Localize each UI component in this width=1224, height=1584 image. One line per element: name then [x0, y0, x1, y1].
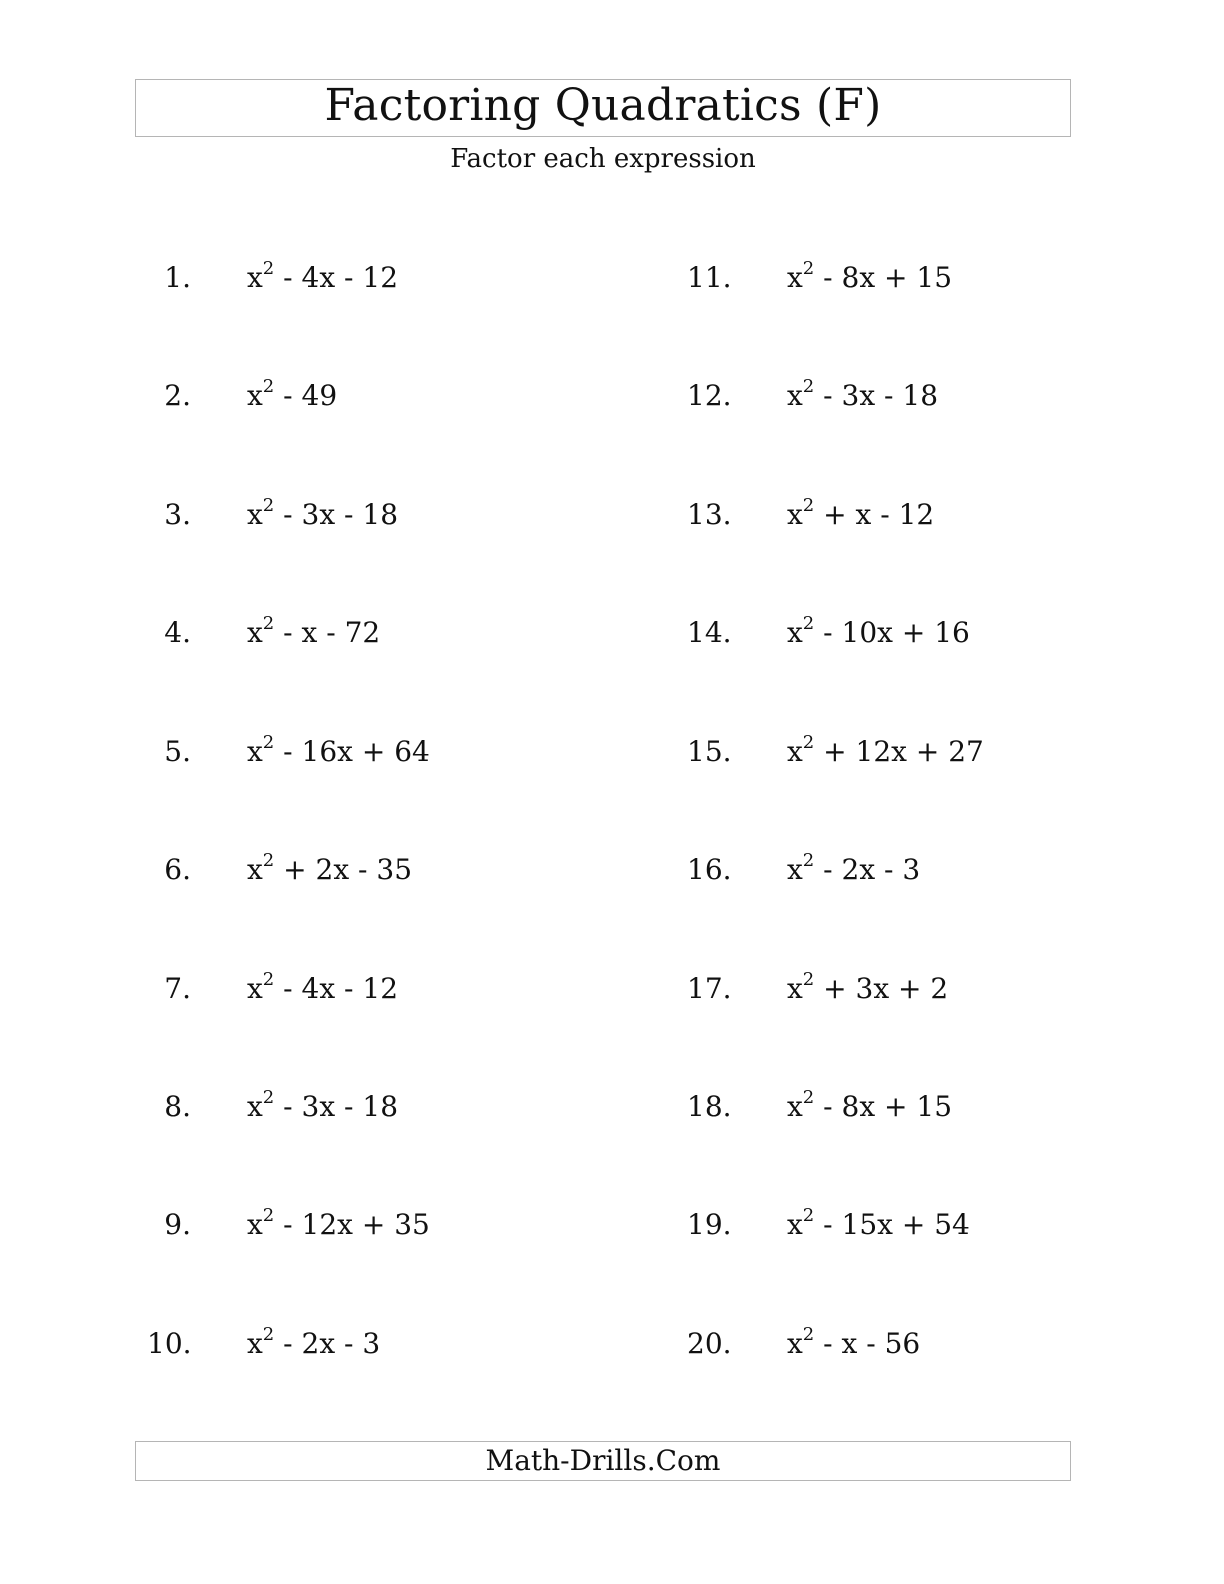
expression-terms: - 3x - 18 [274, 1090, 399, 1123]
problem-expression [787, 732, 984, 772]
title-box [135, 79, 1071, 137]
expression-terms: + x - 12 [814, 498, 935, 531]
expression-variable: x [247, 1090, 263, 1123]
footer-text: Math-Drills.Com [485, 1444, 721, 1477]
problem-expression [247, 495, 398, 535]
problem-expression [787, 1324, 920, 1364]
expression-variable: x [247, 735, 263, 768]
expression-variable: x [247, 379, 263, 412]
expression-exponent: 2 [802, 1204, 815, 1226]
expression-variable: x [787, 1090, 803, 1123]
expression-variable: x [247, 1327, 263, 1360]
expression-exponent: 2 [262, 849, 275, 871]
expression-variable: x [787, 379, 803, 412]
expression-terms: - 10x + 16 [814, 616, 970, 649]
problem-number: 15. [687, 735, 732, 768]
expression-variable: x [247, 498, 263, 531]
expression-variable: x [787, 1208, 803, 1241]
expression-terms: - 4x - 12 [274, 972, 399, 1005]
expression-exponent: 2 [262, 1323, 275, 1345]
expression-variable: x [247, 972, 263, 1005]
page-title: Factoring Quadratics (F) [324, 80, 882, 131]
problem-number: 8. [164, 1090, 191, 1123]
expression-terms: - x - 72 [274, 616, 381, 649]
problem-number: 20. [687, 1327, 732, 1360]
expression-variable: x [247, 1208, 263, 1241]
expression-exponent: 2 [802, 375, 815, 397]
problem-expression [787, 969, 948, 1009]
expression-terms: + 12x + 27 [814, 735, 984, 768]
problem-expression [787, 376, 938, 416]
problem-number: 14. [687, 616, 732, 649]
expression-variable: x [247, 853, 263, 886]
expression-variable: x [787, 972, 803, 1005]
problem-number: 6. [164, 853, 191, 886]
problem-number: 16. [687, 853, 732, 886]
footer-box [135, 1441, 1071, 1481]
expression-terms: - x - 56 [814, 1327, 921, 1360]
expression-exponent: 2 [262, 375, 275, 397]
expression-terms: - 16x + 64 [274, 735, 430, 768]
problem-expression [247, 613, 380, 653]
problem-expression [787, 613, 970, 653]
expression-exponent: 2 [802, 968, 815, 990]
problem-number: 19. [687, 1208, 732, 1241]
expression-terms: - 3x - 18 [274, 498, 399, 531]
problem-number: 4. [164, 616, 191, 649]
problem-number: 3. [164, 498, 191, 531]
expression-exponent: 2 [802, 494, 815, 516]
expression-terms: + 2x - 35 [274, 853, 413, 886]
problem-expression [787, 1087, 952, 1127]
expression-exponent: 2 [802, 731, 815, 753]
expression-variable: x [787, 498, 803, 531]
instructions: Factor each expression [450, 144, 756, 174]
problem-expression [787, 850, 920, 890]
expression-exponent: 2 [262, 257, 275, 279]
expression-terms: - 49 [274, 379, 338, 412]
problem-expression [787, 495, 934, 535]
problem-number: 9. [164, 1208, 191, 1241]
expression-variable: x [787, 261, 803, 294]
problem-expression [247, 969, 398, 1009]
expression-exponent: 2 [262, 731, 275, 753]
problem-number: 11. [687, 261, 732, 294]
expression-exponent: 2 [262, 968, 275, 990]
expression-variable: x [247, 261, 263, 294]
problem-number: 5. [164, 735, 191, 768]
expression-exponent: 2 [802, 1086, 815, 1108]
expression-terms: + 3x + 2 [814, 972, 949, 1005]
problem-number: 12. [687, 379, 732, 412]
expression-exponent: 2 [262, 612, 275, 634]
problem-number: 13. [687, 498, 732, 531]
expression-variable: x [787, 616, 803, 649]
expression-exponent: 2 [802, 257, 815, 279]
problem-expression [247, 850, 412, 890]
problem-expression [247, 1324, 380, 1364]
problem-number: 2. [164, 379, 191, 412]
problem-expression [787, 258, 952, 298]
expression-terms: - 2x - 3 [274, 1327, 381, 1360]
problem-expression [247, 376, 337, 416]
expression-terms: - 8x + 15 [814, 261, 953, 294]
problem-number: 1. [164, 261, 191, 294]
problem-expression [247, 1087, 398, 1127]
expression-terms: - 3x - 18 [814, 379, 939, 412]
problem-expression [247, 732, 430, 772]
expression-exponent: 2 [262, 1204, 275, 1226]
expression-variable: x [787, 853, 803, 886]
expression-variable: x [787, 1327, 803, 1360]
expression-terms: - 8x + 15 [814, 1090, 953, 1123]
problem-number: 18. [687, 1090, 732, 1123]
expression-exponent: 2 [802, 849, 815, 871]
problem-expression [247, 258, 398, 298]
problem-number: 10. [147, 1327, 192, 1360]
expression-variable: x [247, 616, 263, 649]
problem-number: 7. [164, 972, 191, 1005]
expression-terms: - 12x + 35 [274, 1208, 430, 1241]
expression-terms: - 4x - 12 [274, 261, 399, 294]
expression-exponent: 2 [262, 1086, 275, 1108]
problem-expression [247, 1205, 430, 1245]
expression-terms: - 15x + 54 [814, 1208, 970, 1241]
problem-number: 17. [687, 972, 732, 1005]
problem-expression [787, 1205, 970, 1245]
expression-exponent: 2 [802, 612, 815, 634]
expression-exponent: 2 [262, 494, 275, 516]
expression-variable: x [787, 735, 803, 768]
expression-exponent: 2 [802, 1323, 815, 1345]
expression-terms: - 2x - 3 [814, 853, 921, 886]
